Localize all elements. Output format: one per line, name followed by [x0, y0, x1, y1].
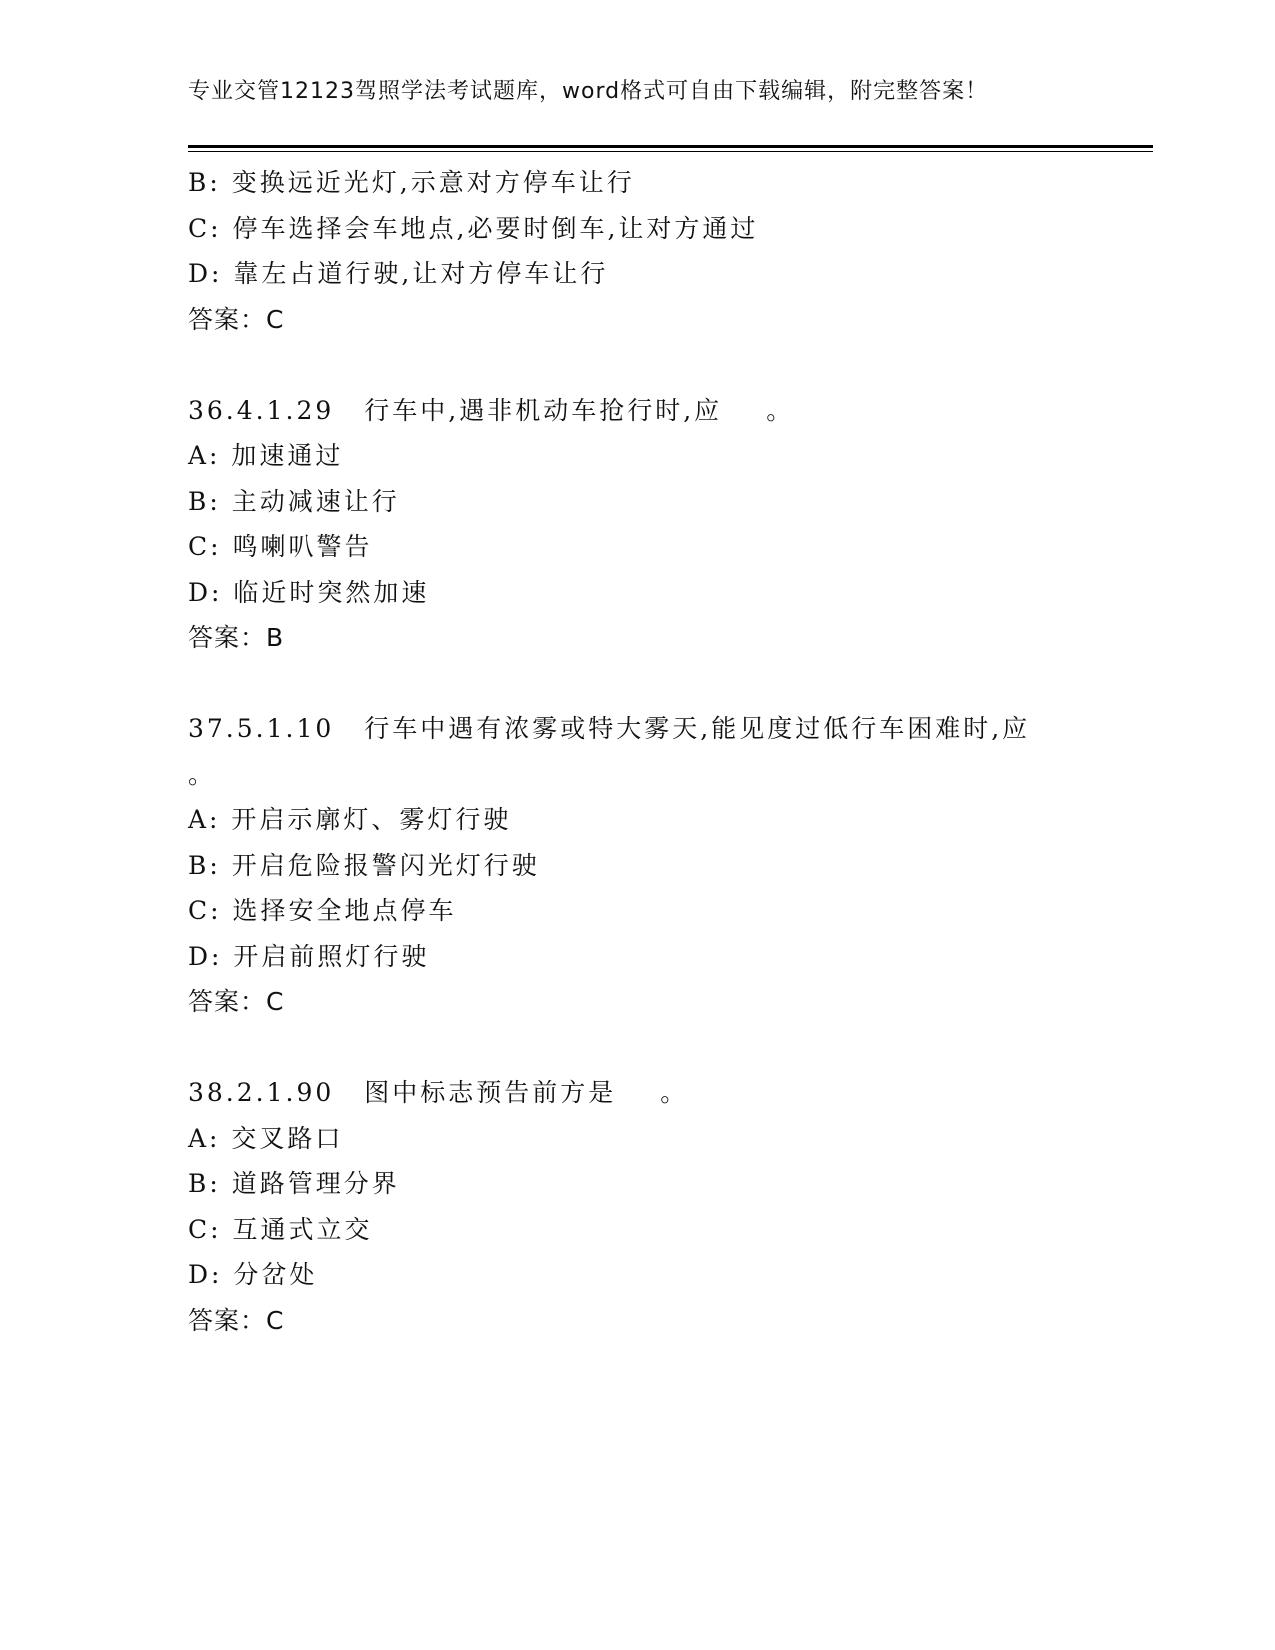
option-c: C: 停车选择会车地点,必要时倒车,让对方通过 — [188, 213, 759, 243]
option-b: B: 主动减速让行 — [188, 486, 400, 516]
question-stem — [188, 388, 1153, 434]
question-list — [188, 160, 1153, 1343]
option-b: B: 道路管理分界 — [188, 1169, 400, 1198]
option-a: A: 交叉路口 — [188, 1123, 344, 1153]
question-number: 38.2.1.90 — [188, 1078, 335, 1107]
question-text: 行车中遇有浓雾或特大雾天,能见度过低行车困难时,应 — [364, 714, 1031, 743]
question-37 — [188, 706, 1153, 1025]
question-end: 。 — [660, 1078, 689, 1107]
question-text: 图中标志预告前方是 — [364, 1078, 617, 1107]
spacer — [188, 661, 1153, 707]
question-stem — [188, 1070, 1153, 1116]
question-text: 行车中,遇非机动车抢行时,应 — [364, 395, 723, 425]
question-stem — [188, 706, 1153, 752]
spacer — [188, 1025, 1153, 1071]
question-end: 。 — [766, 395, 795, 425]
option-d: D: 靠左占道行驶,让对方停车让行 — [188, 259, 609, 288]
option-c: C: 鸣喇叭警告 — [188, 532, 373, 561]
option-d: D: 分岔处 — [188, 1260, 318, 1289]
option-c: C: 互通式立交 — [188, 1214, 373, 1244]
option-b: B: 变换远近光灯,示意对方停车让行 — [188, 168, 635, 197]
question-end: 。 — [188, 759, 214, 789]
question-number: 37.5.1.10 — [188, 714, 335, 743]
answer: 答案：C — [188, 1305, 285, 1335]
header-rule-thin — [188, 151, 1153, 152]
question-35 — [188, 160, 1153, 342]
option-b: B: 开启危险报警闪光灯行驶 — [188, 850, 540, 880]
option-a: A: 开启示廓灯、雾灯行驶 — [188, 805, 512, 834]
option-d: D: 开启前照灯行驶 — [188, 941, 430, 971]
option-c: C: 选择安全地点停车 — [188, 896, 457, 925]
answer: 答案：C — [188, 987, 285, 1016]
question-number: 36.4.1.29 — [188, 395, 335, 425]
option-d: D: 临近时突然加速 — [188, 577, 430, 607]
spacer — [188, 342, 1153, 388]
answer: 答案：C — [188, 304, 285, 334]
option-a: A: 加速通过 — [188, 441, 344, 470]
answer: 答案：B — [188, 623, 285, 652]
question-38 — [188, 1070, 1153, 1343]
document-header: 专业交管12123驾照学法考试题库，word格式可自由下载编辑，附完整答案！ — [188, 79, 989, 104]
header-rule-thick — [188, 145, 1153, 148]
question-36 — [188, 388, 1153, 661]
